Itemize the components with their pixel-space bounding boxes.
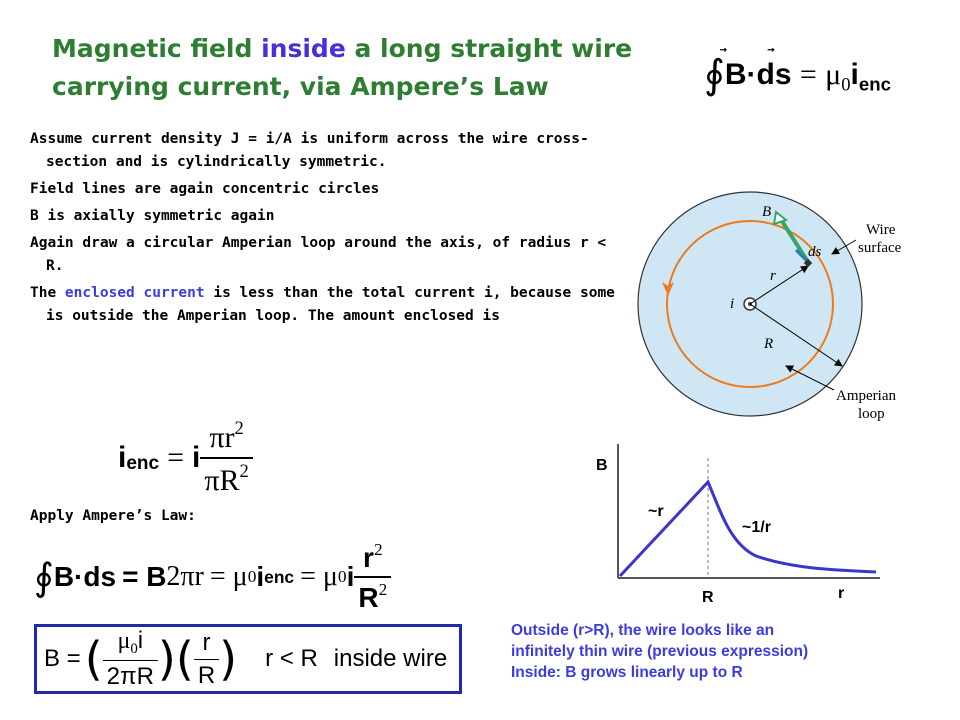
area-ratio-fraction: $\frac{\pi r^2}{\pi R^2}$ — [200, 418, 252, 498]
svg-text:surface: surface — [858, 240, 902, 256]
r-label: r — [770, 268, 776, 284]
ampere-law-formula — [704, 48, 891, 97]
i-label: i — [730, 296, 735, 312]
condition: r < R — [265, 645, 318, 672]
current-i: i — [850, 58, 859, 91]
title-part1: Magnetic field — [52, 34, 262, 63]
dot-operator: · — [746, 58, 757, 91]
B-vs-r-graph — [580, 440, 900, 615]
ienc-subscript: enc — [126, 453, 160, 475]
enc-subscript: enc — [858, 73, 891, 95]
note-line: infinitely thin wire (previous expression) — [511, 643, 809, 660]
inside-trend-label: ~r — [648, 503, 664, 520]
bullet-item: Again draw a circular Amperian loop around the axis, of radius r < R. — [30, 235, 607, 274]
bullet-item: Field lines are again concentric circles — [30, 181, 380, 197]
wire-cross-section-diagram — [610, 190, 930, 430]
ds-label: ds — [808, 244, 822, 260]
equals-sign: = — [167, 441, 185, 475]
R-tick-label: R — [702, 589, 714, 606]
boxed-result-equation: B = ( $\frac{\mu_0i}{2\pi R}$ )( $\frac{r}{R}$ ) r < R inside wire — [44, 626, 448, 691]
inside-wire-label: inside wire — [333, 645, 448, 672]
ienc-i: i — [118, 441, 127, 475]
equals-sign: = — [799, 58, 817, 91]
note-line: Inside: B grows linearly up to R — [511, 664, 743, 681]
contour-integral-symbol: ∮ — [704, 52, 725, 98]
bullet-item: Assume current density J = i/A is uniform across the wire cross-section and is cylindrically symmetric. — [30, 131, 589, 170]
vector-B: B — [724, 58, 747, 91]
ampere-law-applied-equation: ∮ B · ds = B 2πr = μ 0 i enc = μ 0 i $\frac{r^2}{R^2}$ — [34, 540, 391, 614]
boxed-lhs: B = — [44, 645, 81, 672]
contour-integral-symbol: ∮ — [34, 555, 54, 600]
vector-ds: ds — [756, 58, 792, 91]
wire-surface-label: Wire — [866, 222, 896, 238]
bullet-item: The enclosed current is less than the total current i, because some is outside the Amperian loop. The amount enclosed is — [30, 285, 615, 324]
x-axis-label: r — [838, 585, 845, 602]
bullet-list — [30, 128, 620, 332]
total-current-i: i — [192, 441, 201, 475]
explanation-note — [511, 620, 941, 683]
apply-ampere-label: Apply Ampere’s Law: — [30, 508, 196, 524]
outside-trend-label: ~1/r — [742, 519, 771, 536]
note-line: Outside (r>R), the wire looks like an — [511, 622, 775, 639]
amperian-label: Amperian — [836, 388, 896, 404]
ienc-equation — [118, 418, 253, 498]
B-label: B — [762, 204, 772, 220]
page-title — [52, 30, 692, 106]
bullet-item: B is axially symmetric again — [30, 208, 275, 224]
mu-symbol: μ — [825, 58, 842, 91]
svg-text:loop: loop — [858, 406, 885, 422]
radius-ratio-fraction: $\frac{r^2}{R^2}$ — [354, 540, 391, 614]
title-part2: a long straight wire carrying current, via Ampere’s Law — [52, 34, 633, 101]
title-highlight: inside — [261, 34, 346, 63]
mu-over-2piR-fraction: $\frac{\mu_0i}{2\pi R}$ — [103, 627, 158, 691]
r-over-R-fraction: $\frac{r}{R}$ — [194, 629, 219, 690]
y-axis-label: B — [596, 457, 608, 474]
R-label: R — [764, 336, 774, 352]
mu-subscript: 0 — [841, 74, 851, 96]
